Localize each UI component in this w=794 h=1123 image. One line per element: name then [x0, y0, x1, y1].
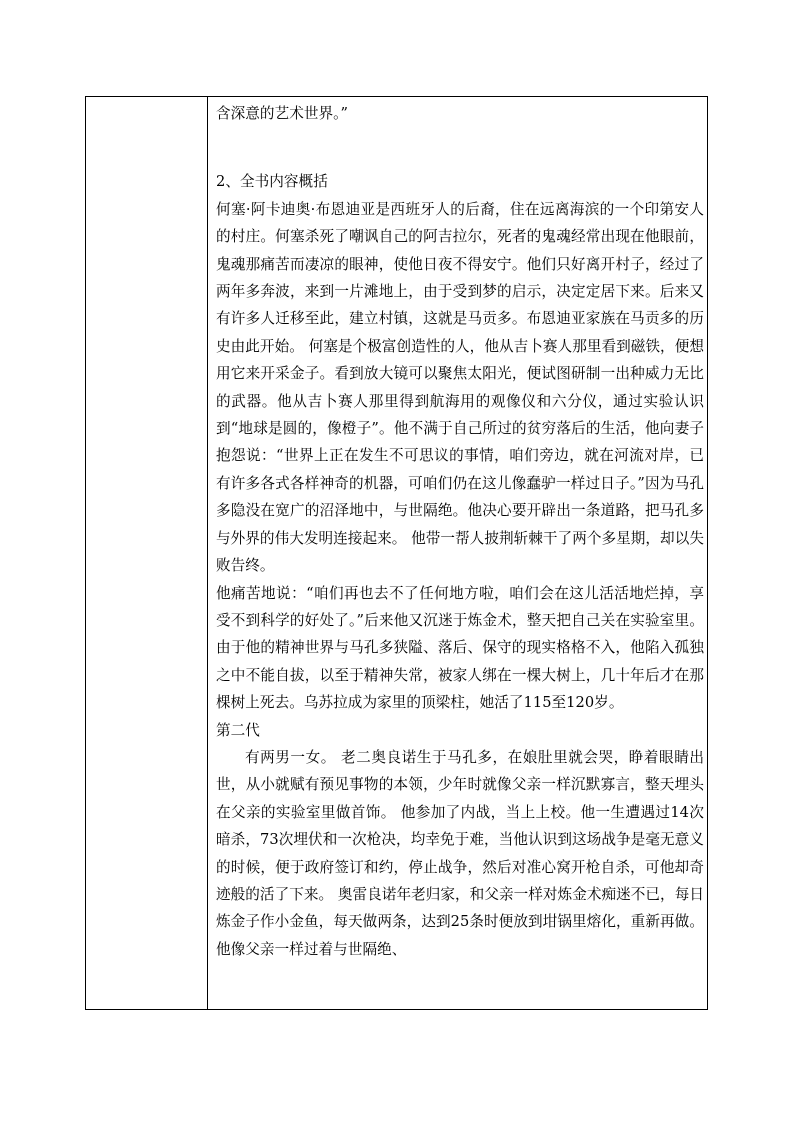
second-generation-paragraph: 有两男一女。 老二奥良诺生于马孔多，在娘肚里就会哭，睁着眼睛出世，从小就赋有预见事物的本领，少年时就像父亲一样沉默寡言，整天埋头在父亲的实验室里做首饰。 他参加了内战，当上上校。他一生遭遇过14次暗杀，73次埋伏和一次枪决，均幸免于难，当他认识到这场战争是毫无意义的时候，便于政府签订和约，停止战争，然后对准心窝开枪自杀，可他却奇迹般的活了下来。 奥雷良诺年老归家，和父亲一样对炼金术痴迷不已，每日炼金子作小金鱼，每天做两条，达到25条时便放到坩锅里熔化，重新再做。他像父亲一样过着与世隔绝、 — [216, 748, 704, 958]
paragraph-gap — [216, 127, 704, 168]
content-cell — [208, 97, 708, 1010]
first-generation-paragraph-2: 他痛苦地说：“咱们再也去不了任何地方啦，咱们会在这儿活活地烂掉，享受不到科学的好处了。”后来他又沉迷于炼金术，整天把自己关在实验室里。由于他的精神世界与马孔多狭隘、落后、保守的现实格格不入，他陷入孤独之中不能自拔，以至于精神失常，被家人绑在一棵大树上，几十年后才在那棵树上死去。乌苏拉成为家里的顶梁柱，她活了115至120岁。 — [216, 584, 704, 712]
second-generation-heading: 第二代 — [216, 721, 260, 739]
continuation-paragraph: 含深意的艺术世界。” — [216, 105, 349, 122]
label-cell — [86, 97, 208, 1010]
section-heading: 2、全书内容概括 — [216, 173, 328, 191]
content-body — [208, 97, 707, 963]
table-row — [86, 97, 708, 1010]
document-table — [85, 96, 708, 1010]
first-generation-paragraph: 何塞·阿卡迪奥·布恩迪亚是西班牙人的后裔，住在远离海滨的一个印第安人的村庄。何塞杀死了嘲讽自己的阿吉拉尔，死者的鬼魂经常出现在他眼前，鬼魂那痛苦而凄凉的眼神，使他日夜不得安宁。他们只好离开村子，经过了两年多奔波，来到一片滩地上，由于受到梦的启示，决定定居下来。后来又有许多人迁移至此，建立村镇，这就是马贡多。布恩迪亚家族在马贡多的历史由此开始。 何塞是个极富创造性的人，他从吉卜赛人那里看到磁铁，便想用它来开采金子。看到放大镜可以聚焦太阳光，便试图研制一出种威力无比的武器。他从吉卜赛人那里得到航海用的观像仪和六分仪，通过实验认识到“地球是圆的，像橙子”。他不满于自己所过的贫穷落后的生活，他向妻子抱怨说：“世界上正在发生不可思议的事情，咱们旁边，就在河流对岸，已有许多各式各样神奇的机器，可咱们仍在这儿像蠢驴一样过日子。”因为马孔多隐没在宽广的沼泽地中，与世隔绝。他决心要开辟出一条道路，把马孔多与外界的伟大发明连接起来。 他带一帮人披荆斩棘干了两个多星期，却以失败告终。 — [216, 200, 704, 575]
